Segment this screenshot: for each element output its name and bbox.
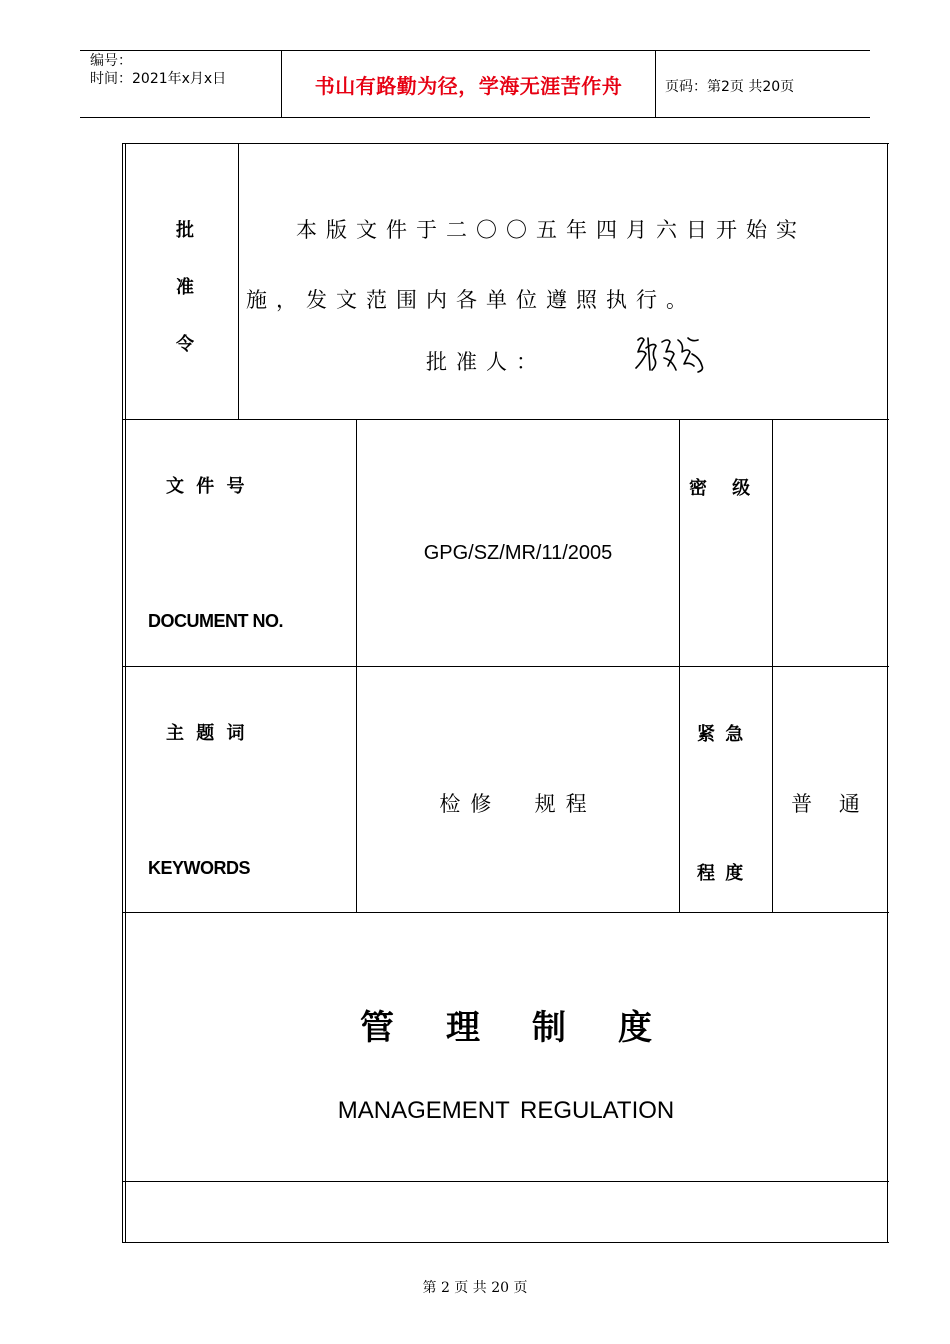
approval-text-line2: 施，发文范围内各单位遵照执行。	[246, 288, 696, 312]
document-label-en: DOCUMENT NO.	[148, 611, 283, 631]
row-divider	[122, 1181, 889, 1182]
row-divider	[122, 912, 889, 913]
document-time: 时间：2021年x月x日	[90, 71, 227, 87]
header-divider	[655, 50, 656, 118]
header-meta	[90, 52, 226, 88]
urgency-label-bottom: 程 度	[697, 863, 746, 884]
security-level-value	[773, 420, 887, 666]
page-footer: 第 2 页 共 20 页	[422, 1280, 528, 1296]
urgency-value: 普 通	[791, 792, 870, 816]
security-level-label: 密 级	[689, 478, 751, 499]
keywords-label-en: KEYWORDS	[148, 858, 251, 878]
keywords-value: 检修 规程	[439, 792, 597, 816]
row-divider	[122, 666, 889, 667]
approval-label-char: 批	[176, 220, 194, 241]
regulation-title-cn: 管理制度	[360, 1008, 704, 1048]
approval-label-char: 令	[176, 334, 194, 355]
document-number-value: GPG/SZ/MR/11/2005	[423, 542, 613, 564]
table-border-left	[122, 143, 123, 1243]
document-number-label: 编号：	[90, 53, 132, 69]
col-divider	[238, 143, 239, 419]
regulation-title-en: MANAGEMENT REGULATION	[337, 1097, 675, 1124]
signature-image	[632, 330, 710, 378]
keywords-label-cn: 主 题 词	[166, 723, 248, 744]
table-border-left-inner	[125, 143, 126, 1243]
table-border-right	[887, 143, 888, 1243]
approver-label: 批准人：	[426, 350, 546, 374]
table-border-bottom	[122, 1242, 889, 1243]
header-motto: 书山有路勤为径，学海无涯苦作舟	[314, 74, 623, 98]
col-divider	[679, 419, 680, 912]
approval-label-char: 准	[176, 277, 194, 298]
header-page-info: 页码：第2页 共20页	[665, 79, 795, 95]
document-label-cn: 文 件 号	[166, 476, 248, 497]
header-bottom-rule	[80, 117, 870, 118]
header-top-rule	[80, 50, 870, 51]
col-divider	[356, 419, 357, 912]
urgency-label-top: 紧 急	[697, 724, 746, 745]
approval-text-line1: 本版文件于二〇〇五年四月六日开始实	[296, 218, 806, 242]
